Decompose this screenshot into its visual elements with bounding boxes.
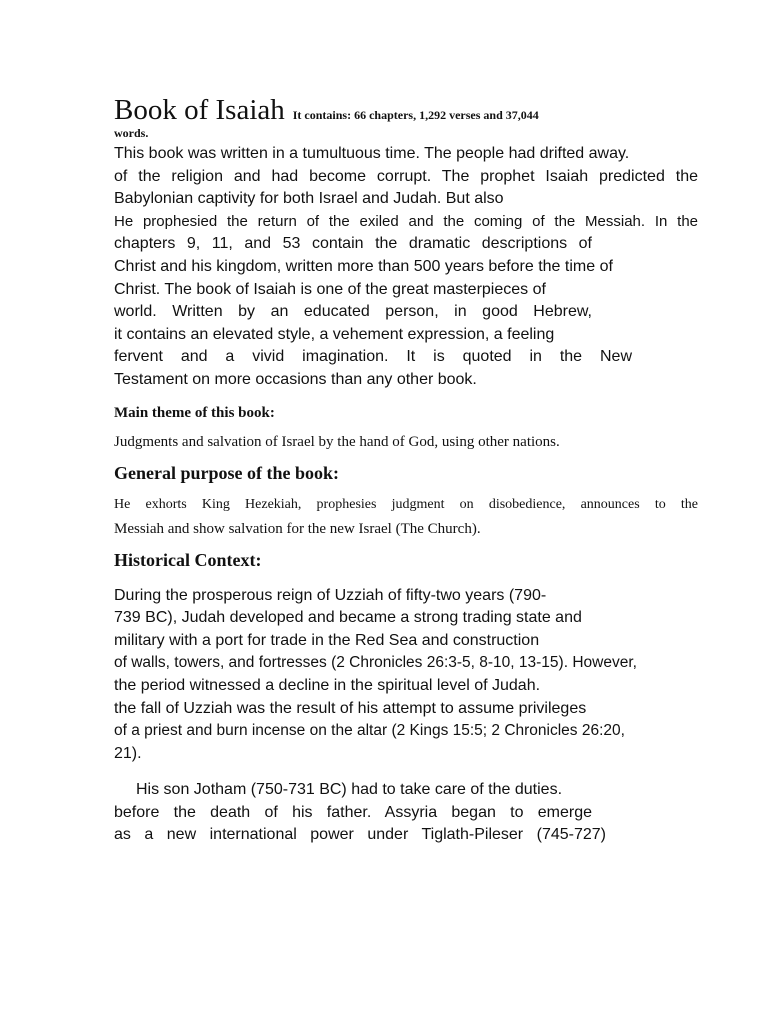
history-line: 21).	[114, 744, 142, 762]
page-title: Book of Isaiah	[114, 94, 285, 126]
history-line: as a new international power under Tiglath-Pileser (745-727)	[114, 826, 606, 844]
history-line: 739 BC), Judah developed and became a strong trading state and	[114, 609, 582, 627]
intro-line: Christ and his kingdom, written more than 500 years before the time of	[114, 257, 613, 275]
general-purpose-line: He exhorts King Hezekiah, prophesies judgment on disobedience, announces to the	[114, 496, 698, 512]
intro-line: Babylonian captivity for both Israel and Judah. But also	[114, 190, 504, 208]
history-line: military with a port for trade in the Red Sea and construction	[114, 631, 540, 649]
general-purpose-heading: General purpose of the book:	[114, 462, 339, 483]
main-theme-heading: Main theme of this book:	[114, 404, 275, 421]
intro-line: He prophesied the return of the exiled and the coming of the Messiah. In the	[114, 212, 698, 230]
title-row	[114, 96, 698, 139]
intro-line: of the religion and had become corrupt. The prophet Isaiah predicted the	[114, 167, 698, 185]
history-line: of walls, towers, and fortresses (2 Chronicles 26:3-5, 8-10, 13-15). However,	[114, 654, 637, 672]
history-line: before the death of his father. Assyria began to emerge	[114, 803, 592, 821]
intro-line: world. Written by an educated person, in good Hebrew,	[114, 303, 592, 321]
intro-line: Testament on more occasions than any other book.	[114, 370, 477, 388]
history-line: of a priest and burn incense on the altar (2 Kings 15:5; 2 Chronicles 26:20,	[114, 722, 625, 740]
historical-context-paragraph-2	[114, 779, 698, 847]
intro-line: chapters 9, 11, and 53 contain the dramatic descriptions of	[114, 235, 592, 253]
intro-line: fervent and a vivid imagination. It is quoted in the New	[114, 348, 632, 366]
general-purpose-text	[114, 492, 698, 542]
history-line: the fall of Uzziah was the result of his attempt to assume privileges	[114, 699, 587, 717]
main-theme-text: Judgments and salvation of Israel by the hand of God, using other nations.	[114, 433, 560, 450]
title-note: It contains: 66 chapters, 1,292 verses and 37,044	[292, 108, 539, 122]
general-purpose-line: Messiah and show salvation for the new Israel (The Church).	[114, 520, 481, 537]
historical-context-heading: Historical Context:	[114, 549, 262, 570]
intro-paragraph	[114, 143, 698, 392]
document-page	[114, 96, 698, 847]
historical-context-paragraph	[114, 585, 698, 766]
history-line: the period witnessed a decline in the spiritual level of Judah.	[114, 676, 541, 694]
intro-line: it contains an elevated style, a vehement expression, a feeling	[114, 325, 555, 343]
intro-line: This book was written in a tumultuous time. The people had drifted away.	[114, 145, 630, 162]
history-line: His son Jotham (750-731 BC) had to take care of the duties.	[136, 781, 563, 799]
intro-line: Christ. The book of Isaiah is one of the great masterpieces of	[114, 280, 546, 298]
history-line: During the prosperous reign of Uzziah of fifty-two years (790-	[114, 586, 547, 604]
title-note-continued: words.	[114, 126, 149, 140]
